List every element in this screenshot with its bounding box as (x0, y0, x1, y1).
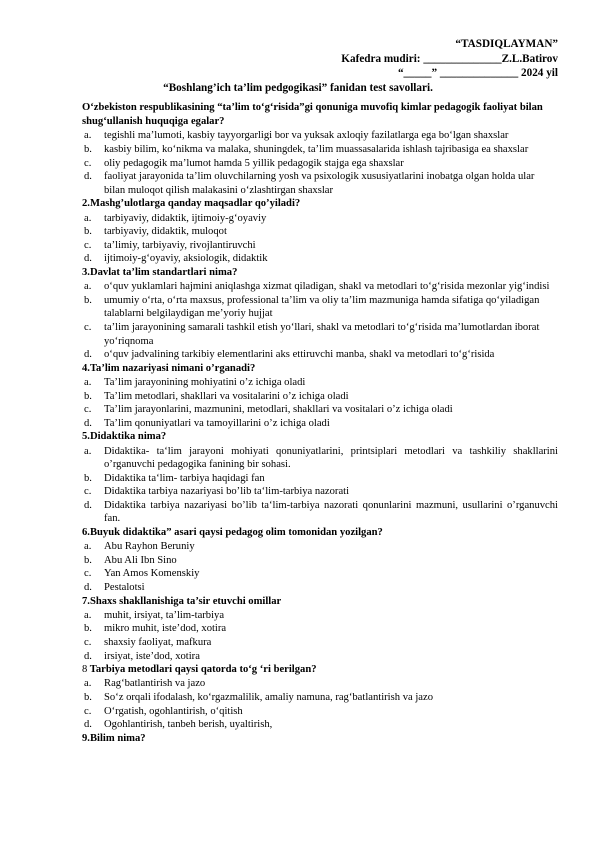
answer-option (82, 540, 558, 554)
option-text: Didaktika tarbiya nazariyasi bo’lib ta‘lim-tarbiya nazorati qonunlarini mazmuni, usullarini o’rganuvchi fan. (104, 499, 558, 525)
answer-option (82, 718, 558, 732)
question-text (82, 430, 558, 444)
question-text (82, 101, 558, 129)
answer-options (82, 540, 558, 594)
option-text: kasbiy bilim, ko‘nikma va malaka, shuningdek, ta’lim muassasalarida ishlash tajribasiga ea shaxslar (104, 144, 529, 155)
option-text: Ta’lim metodlari, shakllari va vositalarini o’z ichiga oladi (104, 390, 349, 402)
option-text: Ta’lim jarayonlarini, mazmunini, metodlari, shakllari va vositalari o’z ichiga oladi (104, 404, 453, 416)
answer-option (82, 280, 558, 294)
option-text: Ta’lim qonuniyatlari va tamoyillarini o’z ichiga oladi (104, 417, 330, 429)
question-label: Tarbiya metodlari qaysi qatorda to‘g ‘ri berilgan? (87, 664, 317, 676)
question-label: 9.Bilim nima? (82, 732, 146, 744)
answer-option (82, 170, 558, 197)
option-letter: a. (84, 130, 92, 142)
question-label: 5.Didaktika nima? (82, 431, 167, 443)
option-letter: b. (84, 692, 92, 704)
option-text: Abu Rayhon Beruniy (104, 541, 195, 553)
answer-option (82, 650, 558, 664)
option-letter: d. (84, 499, 92, 511)
option-letter: b. (84, 472, 92, 484)
option-text: So‘z orqali ifodalash, ko‘rgazmalilik, amaliy namuna, rag‘batlantirish va jazo (104, 692, 433, 704)
option-text: Ta’lim jarayonining mohiyatini o’z ichiga oladi (104, 376, 306, 388)
answer-option (82, 294, 558, 321)
answer-option (82, 485, 558, 499)
answer-option (82, 239, 558, 253)
option-letter: b. (84, 623, 92, 635)
option-letter: a. (84, 678, 92, 690)
option-letter: a. (84, 609, 92, 621)
option-text: o‘quv yuklamlari hajmini aniqlashga xizmat qiladigan, shakl va metodlari to‘g‘risida mezonlar yig‘indisi (104, 281, 550, 293)
question-block (82, 266, 558, 362)
question-block (82, 197, 558, 266)
option-letter: a. (84, 281, 92, 293)
question-label: 7.Shaxs shakllanishiga ta’sir etuvchi omillar (82, 595, 282, 607)
option-text: umumiy o‘rta, o‘rta maxsus, professional ta’lim va oliy ta’lim mazmuniga hamda sifatiga qo‘yiladigan talablarni belgilaydigan me’yoriy hujjat (104, 294, 540, 320)
option-text: tegishli ma’lumoti, kasbiy tayyorgarligi bor va yuksak axloqiy fazilatlarga ega bo‘lgan shaxslar (104, 130, 509, 142)
option-text: Abu Ali Ibn Sino (104, 554, 177, 566)
answer-option (82, 417, 558, 431)
answer-options (82, 609, 558, 663)
option-letter: a. (84, 445, 92, 457)
answer-option (82, 321, 558, 348)
option-letter: c. (84, 157, 92, 169)
answer-option (82, 403, 558, 417)
question-label: O‘zbekiston respublikasining “ta’lim to‘g‘risida”gi qonuniga muvofiq kimlar pedagogik faoliyat bilan shug‘ullanish huquqiga egalar? (82, 102, 543, 128)
option-letter: c. (84, 637, 92, 649)
option-letter: c. (84, 568, 92, 580)
question-block (82, 595, 558, 664)
option-text: Didaktika ta‘lim- tarbiya haqidagi fan (104, 472, 265, 484)
option-letter: b. (84, 554, 92, 566)
option-text: ta’lim jarayonining samarali tashkil etish yo‘llari, shakl va metodlari to‘g‘risida ma’lumotlardan iborat yo‘riqnoma (104, 321, 540, 347)
question-text (82, 526, 558, 540)
question-number: 8 (82, 664, 88, 676)
option-text: ta’limiy, tarbiyaviy, rivojlantiruvchi (104, 239, 256, 251)
answer-option (82, 252, 558, 266)
department-head-line: Kafedra mudiri: ______________Z.L.Batirov (341, 53, 558, 65)
question-block (82, 732, 558, 746)
option-letter: d. (84, 650, 92, 662)
option-letter: b. (84, 144, 92, 155)
document-title: “Boshlang’ich ta’lim pedgogikasi” fanidan test savollari. (163, 82, 433, 94)
question-label: 3.Davlat ta’lim standartlari nima? (82, 266, 238, 278)
answer-options (82, 212, 558, 266)
question-block (82, 526, 558, 595)
question-text (82, 732, 558, 746)
option-letter: d. (84, 719, 92, 731)
answer-option (82, 376, 558, 390)
question-text (82, 595, 558, 609)
option-letter: a. (84, 541, 92, 553)
answer-option (82, 445, 558, 472)
option-letter: d. (84, 417, 92, 429)
option-letter: c. (84, 404, 92, 416)
question-text (82, 266, 558, 280)
option-text: Didaktika- ta‘lim jarayoni mohiyati qonuniyatlarini, printsiplari metodlari va tashkiliy shakllarini o’rganuvchi pedagogika fanining bir sohasi. (104, 445, 558, 471)
question-block (82, 362, 558, 431)
question-label: 2.Mashg’ulotlarga qanday maqsadlar qo’yiladi? (82, 198, 301, 210)
option-letter: c. (84, 321, 92, 333)
option-text: faoliyat jarayonida ta’lim oluvchilarning yosh va psixologik xususiyatlarini inobatga olgan holda ular bilan muloqot qilish malakasini o‘zlashtirgan shaxslar (104, 171, 535, 196)
answer-option (82, 499, 558, 526)
answer-option (82, 348, 558, 362)
answer-option (82, 554, 558, 568)
answer-options (82, 445, 558, 527)
answer-option (82, 143, 558, 157)
option-letter: b. (84, 390, 92, 402)
option-letter: d. (84, 171, 92, 183)
option-letter: d. (84, 582, 92, 594)
answer-option (82, 212, 558, 226)
option-text: irsiyat, iste’dod, xotira (104, 650, 200, 662)
option-text: O‘rgatish, ogohlantirish, o‘qitish (104, 705, 243, 717)
option-text: Rag‘batlantirish va jazo (104, 678, 206, 690)
option-letter: a. (84, 376, 92, 388)
option-text: tarbiyaviy, didaktik, muloqot (104, 226, 227, 238)
date-line: “_____” ______________ 2024 yil (397, 67, 558, 79)
option-letter: b. (84, 226, 92, 238)
option-text: oliy pedagogik ma’lumot hamda 5 yillik pedagogik stajga ega shaxslar (104, 157, 404, 169)
option-letter: c. (84, 486, 92, 498)
answer-option (82, 609, 558, 623)
answer-option (82, 157, 558, 171)
option-letter: c. (84, 239, 92, 251)
option-letter: d. (84, 253, 92, 265)
option-letter: a. (84, 212, 92, 224)
option-letter: b. (84, 294, 92, 306)
option-text: ijtimoiy-g‘oyaviy, aksiologik, didaktik (104, 253, 268, 265)
answer-option (82, 225, 558, 239)
option-text: muhit, irsiyat, ta’lim-tarbiya (104, 609, 225, 621)
question-list (82, 101, 558, 746)
option-letter: c. (84, 705, 92, 717)
answer-options (82, 280, 558, 362)
option-text: Pestalotsi (104, 582, 145, 594)
answer-option (82, 622, 558, 636)
approval-heading: “TASDIQLAYMAN” (455, 38, 558, 50)
answer-option (82, 567, 558, 581)
question-block (82, 101, 558, 197)
question-text (82, 362, 558, 376)
answer-option (82, 677, 558, 691)
option-letter: d. (84, 349, 92, 361)
answer-option (82, 581, 558, 595)
answer-options (82, 677, 558, 731)
option-text: Ogohlantirish, tanbeh berish, uyaltirish, (104, 719, 273, 731)
answer-option (82, 472, 558, 486)
answer-options (82, 129, 558, 197)
question-label: 6.Buyuk didaktika” asari qaysi pedagog olim tomonidan yozilgan? (82, 527, 383, 539)
answer-options (82, 376, 558, 430)
answer-option (82, 705, 558, 719)
question-text (82, 197, 558, 211)
question-block (82, 430, 558, 526)
option-text: tarbiyaviy, didaktik, ijtimoiy-g‘oyaviy (104, 212, 267, 224)
answer-option (82, 129, 558, 143)
answer-option (82, 636, 558, 650)
answer-option (82, 691, 558, 705)
option-text: Yan Amos Komenskiy (104, 568, 200, 580)
question-text (82, 663, 558, 677)
option-text: shaxsiy faoliyat, mafkura (104, 637, 212, 649)
option-text: mikro muhit, iste’dod, xotira (104, 623, 227, 635)
option-text: Didaktika tarbiya nazariyasi bo’lib ta‘lim-tarbiya nazorati (104, 486, 350, 498)
question-label: 4.Ta’lim nazariyasi nimani o’rganadi? (82, 362, 256, 374)
answer-option (82, 390, 558, 404)
option-text: o‘quv jadvalining tarkibiy elementlarini aks ettiruvchi manba, shakl va metodlari to‘g‘risida (104, 349, 495, 361)
question-block (82, 663, 558, 732)
